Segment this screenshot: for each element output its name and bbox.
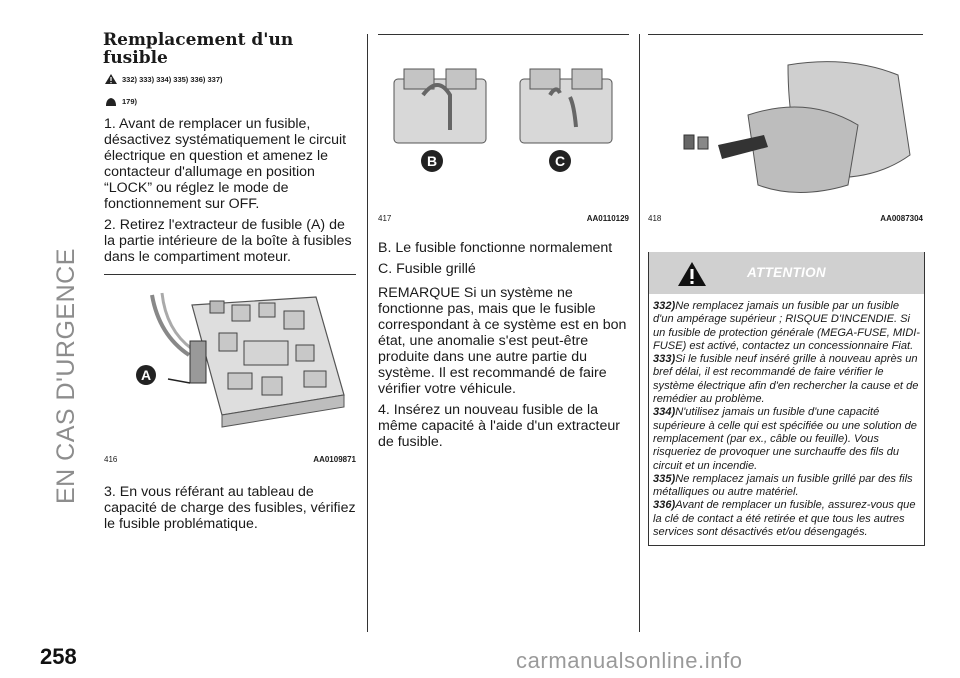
- attention-header: [649, 252, 924, 294]
- attention-item: [653, 499, 920, 539]
- attention-item-ref: 335): [653, 472, 676, 485]
- warning-refs-row: [105, 74, 223, 84]
- attention-item: [653, 353, 920, 406]
- attention-item-text: Ne remplacez jamais un fusible grillé par des fils métalliques ou autre matériel.: [653, 472, 913, 499]
- column-divider: [367, 34, 368, 632]
- attention-item-ref: 333): [653, 353, 676, 366]
- watermark-text: carmanualsonline.info: [516, 648, 743, 673]
- figure-418-number: 418: [648, 214, 662, 223]
- heading-line-2: fusible: [103, 48, 168, 68]
- side-title-text: EN CAS D'URGENCE: [52, 248, 80, 504]
- section-side-title: [52, 248, 80, 504]
- figure-416-caption: [104, 455, 356, 464]
- caution-refs: 179): [122, 96, 138, 106]
- warning-refs: 332) 333) 334) 335) 336) 337): [122, 74, 223, 84]
- attention-item-ref: 332): [653, 300, 676, 312]
- figure-417-code: AA0110129: [586, 214, 629, 223]
- label-c-text: C. Fusible grillé: [378, 261, 476, 277]
- attention-item-text: Ne remplacez jamais un fusible par un fusible d'un ampérage supérieur ; RISQUE D'INCENDIE. Si un fusible de protection générale (MEGA-FUSE, MIDI-FUSE) est activé, contactez un concessionnaire Fiat.: [653, 300, 920, 352]
- attention-item-text: Si le fusible neuf inséré grille à nouveau après un bref délai, il est recommandé de faire vérifier le système électrique afin d'en rechercher la cause et de remédier au problème.: [653, 353, 919, 406]
- step-4-text: 4. Insérez un nouveau fusible de la même capacité à l'aide d'un extracteur de fusible.: [378, 402, 621, 450]
- step-1-text: 1. Avant de remplacer un fusible, désactivez systématiquement le circuit électrique en question et amenez le contacteur d'allumage en position “LOCK” ou réglez le mode de fonctionnement sur OFF.: [104, 116, 347, 212]
- fuse-comparison-illustration: [378, 35, 629, 207]
- figure-417: [378, 34, 629, 207]
- attention-body: [649, 294, 924, 545]
- warning-triangle-icon: [105, 74, 117, 84]
- figure-417-number: 417: [378, 214, 392, 223]
- remark-text: REMARQUE Si un système ne fonctionne pas, mais que le fusible correspondant à ce système est en bon état, une anomalie s'est peut-être produite dans une autre partie du système. Il est recommandé de faire vérifier votre véhicule.: [378, 285, 627, 397]
- figure-418-caption: [648, 214, 923, 223]
- step-3-text: 3. En vous référant au tableau de capacité de charge des fusibles, vérifiez le fusible problématique.: [104, 484, 356, 532]
- column-divider: [639, 34, 640, 632]
- caution-refs-row: [105, 96, 137, 106]
- figure-416-code: AA0109871: [313, 455, 356, 464]
- page-number: 258: [40, 644, 77, 669]
- attention-item-text: Avant de remplacer un fusible, assurez-vous que la clé de contact a été retirée et que tous les autres services sont désactivés et/ou désengagés.: [653, 499, 916, 539]
- col1-text-bottom: [104, 484, 356, 537]
- attention-item: [653, 406, 920, 472]
- col2-text: [378, 240, 630, 455]
- figure-418: [648, 34, 923, 207]
- label-b-text: B. Le fusible fonctionne normalement: [378, 240, 613, 256]
- attention-item: [653, 300, 920, 353]
- step-2-text: 2. Retirez l'extracteur de fusible (A) de la partie intérieure de la boîte à fusibles dans le compartiment moteur.: [104, 217, 352, 265]
- attention-item-ref: 336): [653, 499, 676, 512]
- callout-a-label: A: [140, 367, 152, 383]
- fuse-extractor-illustration: [648, 35, 923, 207]
- attention-item: [653, 473, 920, 500]
- figure-416-number: 416: [104, 455, 118, 464]
- fuse-box-illustration: [104, 275, 356, 445]
- attention-item-text: N'utilisez jamais un fusible d'une capacité supérieure à celle qui est spécifiée ou une solution de remplacement (par ex., câble ou feuille). Vous risqueriez de provoquer une surchauffe des fils du circuit et un incendie.: [653, 406, 917, 472]
- heading-line-1: Remplacement d'un: [103, 30, 294, 50]
- callout-c-label: C: [554, 153, 566, 169]
- attention-box: [648, 252, 925, 546]
- callout-b-label: B: [426, 153, 438, 169]
- page-heading: [103, 31, 343, 67]
- figure-418-code: AA0087304: [880, 214, 923, 223]
- attention-title: ATTENTION: [747, 265, 826, 280]
- figure-417-caption: [378, 214, 629, 223]
- attention-item-ref: 334): [653, 406, 676, 419]
- col1-text-top: [104, 116, 356, 270]
- caution-hand-icon: [105, 96, 117, 106]
- figure-416: [104, 274, 356, 445]
